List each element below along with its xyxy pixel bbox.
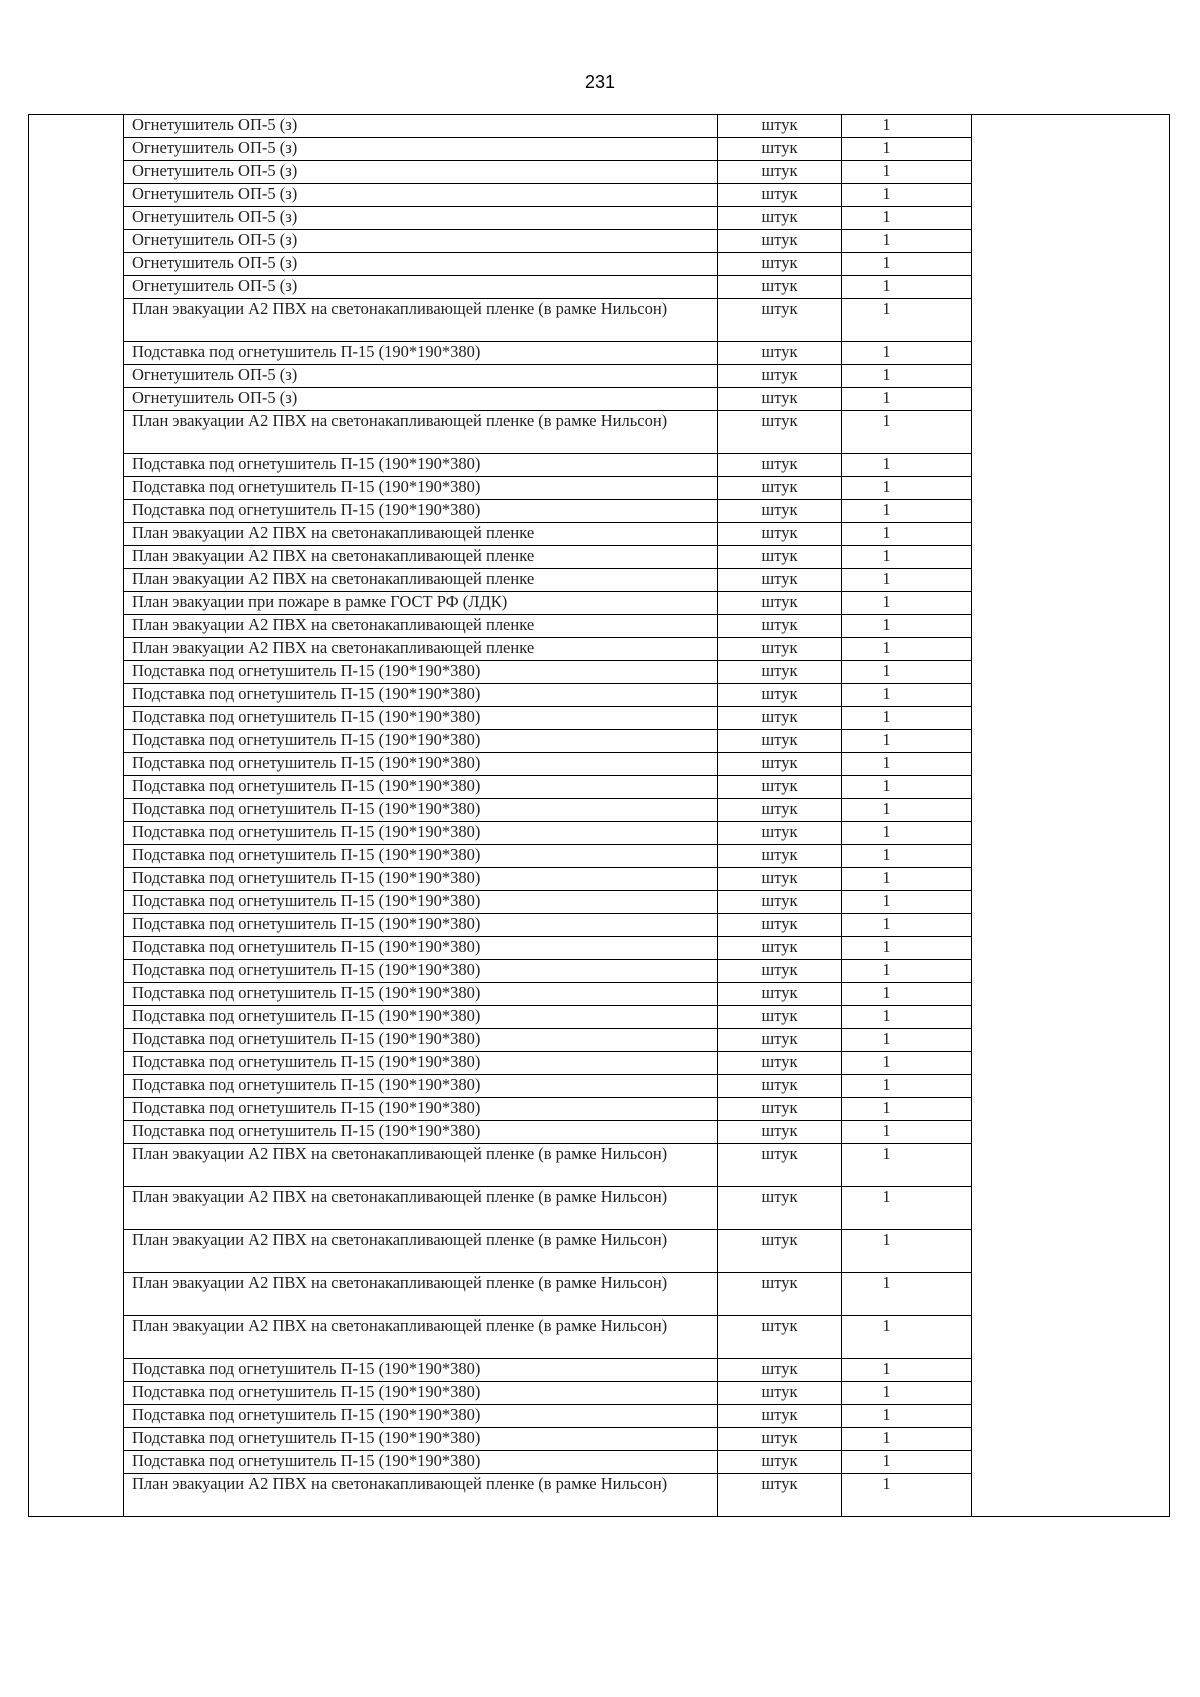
unit-cell: штук [718,1006,842,1029]
quantity-cell: 1 [842,1144,972,1187]
unit-cell: штук [718,776,842,799]
item-name-cell: Подставка под огнетушитель П-15 (190*190*380) [124,684,718,707]
item-name-cell: Подставка под огнетушитель П-15 (190*190*380) [124,1006,718,1029]
item-name-cell: Подставка под огнетушитель П-15 (190*190*380) [124,960,718,983]
quantity-cell: 1 [842,161,972,184]
quantity-cell: 1 [842,365,972,388]
unit-cell: штук [718,342,842,365]
unit-cell: штук [718,365,842,388]
item-name-cell: Подставка под огнетушитель П-15 (190*190*380) [124,1382,718,1405]
row-number-cell [29,276,124,299]
quantity-cell: 1 [842,230,972,253]
row-number-cell [29,230,124,253]
quantity-cell: 1 [842,411,972,454]
item-name-cell: План эвакуации А2 ПВХ на светонакапливающей пленке (в рамке Нильсон) [124,1474,718,1517]
quantity-cell: 1 [842,776,972,799]
unit-cell: штук [718,546,842,569]
item-name-cell: Огнетушитель ОП-5 (з) [124,388,718,411]
row-number-cell [29,960,124,983]
row-number-cell [29,684,124,707]
item-name-cell: Подставка под огнетушитель П-15 (190*190*380) [124,1359,718,1382]
quantity-cell: 1 [842,523,972,546]
row-number-cell [29,569,124,592]
quantity-cell: 1 [842,822,972,845]
inventory-table-body [29,115,1170,1517]
quantity-cell: 1 [842,138,972,161]
item-name-cell: Огнетушитель ОП-5 (з) [124,207,718,230]
item-name-cell: Подставка под огнетушитель П-15 (190*190*380) [124,1075,718,1098]
unit-cell: штук [718,1474,842,1517]
row-number-cell [29,365,124,388]
row-number-cell [29,753,124,776]
row-number-cell [29,592,124,615]
quantity-cell: 1 [842,546,972,569]
unit-cell: штук [718,569,842,592]
quantity-cell: 1 [842,1405,972,1428]
unit-cell: штук [718,299,842,342]
item-name-cell: Подставка под огнетушитель П-15 (190*190*380) [124,500,718,523]
page-number: 231 [584,72,616,92]
quantity-cell: 1 [842,1428,972,1451]
unit-cell: штук [718,707,842,730]
table-row [29,115,1170,138]
row-number-cell [29,207,124,230]
unit-cell: штук [718,1230,842,1273]
row-number-cell [29,1428,124,1451]
item-name-cell: Огнетушитель ОП-5 (з) [124,138,718,161]
quantity-cell: 1 [842,661,972,684]
quantity-cell: 1 [842,1052,972,1075]
unit-cell: штук [718,1029,842,1052]
unit-cell: штук [718,523,842,546]
quantity-cell: 1 [842,1029,972,1052]
row-number-cell [29,1098,124,1121]
item-name-cell: Подставка под огнетушитель П-15 (190*190*380) [124,1405,718,1428]
item-name-cell: Подставка под огнетушитель П-15 (190*190*380) [124,776,718,799]
unit-cell: штук [718,822,842,845]
row-number-cell [29,1451,124,1474]
item-name-cell: Подставка под огнетушитель П-15 (190*190*380) [124,914,718,937]
row-number-cell [29,523,124,546]
quantity-cell: 1 [842,937,972,960]
unit-cell: штук [718,454,842,477]
quantity-cell: 1 [842,684,972,707]
quantity-cell: 1 [842,799,972,822]
row-number-cell [29,299,124,342]
row-number-cell [29,707,124,730]
quantity-cell: 1 [842,477,972,500]
item-name-cell: Подставка под огнетушитель П-15 (190*190*380) [124,454,718,477]
quantity-cell: 1 [842,983,972,1006]
item-name-cell: Подставка под огнетушитель П-15 (190*190*380) [124,845,718,868]
quantity-cell: 1 [842,891,972,914]
quantity-cell: 1 [842,753,972,776]
unit-cell: штук [718,184,842,207]
row-number-cell [29,1144,124,1187]
item-name-cell: План эвакуации А2 ПВХ на светонакапливающей пленке (в рамке Нильсон) [124,1273,718,1316]
row-number-cell [29,1187,124,1230]
quantity-cell: 1 [842,500,972,523]
notes-cell [972,115,1170,1517]
unit-cell: штук [718,592,842,615]
row-number-cell [29,1405,124,1428]
item-name-cell: Подставка под огнетушитель П-15 (190*190*380) [124,1451,718,1474]
item-name-cell: Подставка под огнетушитель П-15 (190*190*380) [124,868,718,891]
unit-cell: штук [718,937,842,960]
item-name-cell: План эвакуации при пожаре в рамке ГОСТ РФ (ЛДК) [124,592,718,615]
row-number-cell [29,411,124,454]
unit-cell: штук [718,891,842,914]
item-name-cell: Подставка под огнетушитель П-15 (190*190*380) [124,822,718,845]
unit-cell: штук [718,411,842,454]
quantity-cell: 1 [842,592,972,615]
unit-cell: штук [718,253,842,276]
quantity-cell: 1 [842,1451,972,1474]
row-number-cell [29,184,124,207]
unit-cell: штук [718,1382,842,1405]
unit-cell: штук [718,1359,842,1382]
quantity-cell: 1 [842,388,972,411]
item-name-cell: Подставка под огнетушитель П-15 (190*190*380) [124,1098,718,1121]
unit-cell: штук [718,1451,842,1474]
item-name-cell: Подставка под огнетушитель П-15 (190*190*380) [124,891,718,914]
quantity-cell: 1 [842,454,972,477]
row-number-cell [29,454,124,477]
unit-cell: штук [718,684,842,707]
unit-cell: штук [718,661,842,684]
row-number-cell [29,1474,124,1517]
unit-cell: штук [718,753,842,776]
unit-cell: штук [718,845,842,868]
row-number-cell [29,730,124,753]
row-number-cell [29,661,124,684]
unit-cell: штук [718,1405,842,1428]
item-name-cell: План эвакуации А2 ПВХ на светонакапливающей пленке (в рамке Нильсон) [124,1230,718,1273]
unit-cell: штук [718,477,842,500]
row-number-cell [29,161,124,184]
row-number-cell [29,822,124,845]
quantity-cell: 1 [842,299,972,342]
item-name-cell: План эвакуации А2 ПВХ на светонакапливающей пленке [124,569,718,592]
quantity-cell: 1 [842,1187,972,1230]
item-name-cell: Подставка под огнетушитель П-15 (190*190*380) [124,1052,718,1075]
quantity-cell: 1 [842,707,972,730]
unit-cell: штук [718,1098,842,1121]
item-name-cell: Подставка под огнетушитель П-15 (190*190*380) [124,799,718,822]
row-number-cell [29,1273,124,1316]
quantity-cell: 1 [842,1098,972,1121]
unit-cell: штук [718,1187,842,1230]
item-name-cell: Подставка под огнетушитель П-15 (190*190*380) [124,983,718,1006]
item-name-cell: План эвакуации А2 ПВХ на светонакапливающей пленке (в рамке Нильсон) [124,1187,718,1230]
row-number-cell [29,115,124,138]
item-name-cell: Огнетушитель ОП-5 (з) [124,161,718,184]
item-name-cell: Подставка под огнетушитель П-15 (190*190*380) [124,707,718,730]
item-name-cell: Огнетушитель ОП-5 (з) [124,184,718,207]
row-number-cell [29,914,124,937]
row-number-cell [29,937,124,960]
row-number-cell [29,1121,124,1144]
inventory-table [28,114,1170,1517]
unit-cell: штук [718,730,842,753]
unit-cell: штук [718,276,842,299]
quantity-cell: 1 [842,253,972,276]
quantity-cell: 1 [842,1474,972,1517]
row-number-cell [29,1075,124,1098]
item-name-cell: План эвакуации А2 ПВХ на светонакапливающей пленке [124,546,718,569]
row-number-cell [29,138,124,161]
row-number-cell [29,1382,124,1405]
quantity-cell: 1 [842,615,972,638]
quantity-cell: 1 [842,569,972,592]
unit-cell: штук [718,983,842,1006]
unit-cell: штук [718,1052,842,1075]
unit-cell: штук [718,230,842,253]
row-number-cell [29,388,124,411]
unit-cell: штук [718,138,842,161]
item-name-cell: Огнетушитель ОП-5 (з) [124,230,718,253]
item-name-cell: План эвакуации А2 ПВХ на светонакапливающей пленке [124,638,718,661]
item-name-cell: План эвакуации А2 ПВХ на светонакапливающей пленке [124,523,718,546]
unit-cell: штук [718,638,842,661]
quantity-cell: 1 [842,1230,972,1273]
quantity-cell: 1 [842,1382,972,1405]
quantity-cell: 1 [842,276,972,299]
item-name-cell: План эвакуации А2 ПВХ на светонакапливающей пленке [124,615,718,638]
unit-cell: штук [718,615,842,638]
row-number-cell [29,1029,124,1052]
unit-cell: штук [718,1428,842,1451]
row-number-cell [29,776,124,799]
unit-cell: штук [718,1075,842,1098]
unit-cell: штук [718,799,842,822]
row-number-cell [29,799,124,822]
unit-cell: штук [718,388,842,411]
item-name-cell: Огнетушитель ОП-5 (з) [124,365,718,388]
item-name-cell: Огнетушитель ОП-5 (з) [124,253,718,276]
unit-cell: штук [718,1121,842,1144]
row-number-cell [29,891,124,914]
unit-cell: штук [718,207,842,230]
row-number-cell [29,845,124,868]
row-number-cell [29,342,124,365]
item-name-cell: Подставка под огнетушитель П-15 (190*190*380) [124,1121,718,1144]
unit-cell: штук [718,868,842,891]
unit-cell: штук [718,1273,842,1316]
item-name-cell: Подставка под огнетушитель П-15 (190*190*380) [124,1029,718,1052]
row-number-cell [29,1006,124,1029]
row-number-cell [29,1359,124,1382]
item-name-cell: План эвакуации А2 ПВХ на светонакапливающей пленке (в рамке Нильсон) [124,1316,718,1359]
unit-cell: штук [718,115,842,138]
quantity-cell: 1 [842,845,972,868]
row-number-cell [29,638,124,661]
quantity-cell: 1 [842,1075,972,1098]
unit-cell: штук [718,1316,842,1359]
quantity-cell: 1 [842,1006,972,1029]
row-number-cell [29,546,124,569]
item-name-cell: План эвакуации А2 ПВХ на светонакапливающей пленке (в рамке Нильсон) [124,299,718,342]
row-number-cell [29,1316,124,1359]
quantity-cell: 1 [842,960,972,983]
quantity-cell: 1 [842,1273,972,1316]
item-name-cell: Подставка под огнетушитель П-15 (190*190*380) [124,730,718,753]
unit-cell: штук [718,500,842,523]
quantity-cell: 1 [842,184,972,207]
item-name-cell: Подставка под огнетушитель П-15 (190*190*380) [124,937,718,960]
quantity-cell: 1 [842,1316,972,1359]
item-name-cell: План эвакуации А2 ПВХ на светонакапливающей пленке (в рамке Нильсон) [124,411,718,454]
quantity-cell: 1 [842,1359,972,1382]
quantity-cell: 1 [842,638,972,661]
quantity-cell: 1 [842,868,972,891]
quantity-cell: 1 [842,207,972,230]
row-number-cell [29,500,124,523]
row-number-cell [29,868,124,891]
item-name-cell: Огнетушитель ОП-5 (з) [124,276,718,299]
item-name-cell: Огнетушитель ОП-5 (з) [124,115,718,138]
quantity-cell: 1 [842,342,972,365]
unit-cell: штук [718,161,842,184]
row-number-cell [29,983,124,1006]
unit-cell: штук [718,1144,842,1187]
quantity-cell: 1 [842,115,972,138]
item-name-cell: Подставка под огнетушитель П-15 (190*190*380) [124,1428,718,1451]
item-name-cell: План эвакуации А2 ПВХ на светонакапливающей пленке (в рамке Нильсон) [124,1144,718,1187]
unit-cell: штук [718,960,842,983]
item-name-cell: Подставка под огнетушитель П-15 (190*190*380) [124,661,718,684]
quantity-cell: 1 [842,914,972,937]
item-name-cell: Подставка под огнетушитель П-15 (190*190*380) [124,753,718,776]
item-name-cell: Подставка под огнетушитель П-15 (190*190*380) [124,342,718,365]
row-number-cell [29,615,124,638]
row-number-cell [29,1230,124,1273]
unit-cell: штук [718,914,842,937]
item-name-cell: Подставка под огнетушитель П-15 (190*190*380) [124,477,718,500]
row-number-cell [29,253,124,276]
row-number-cell [29,1052,124,1075]
row-number-cell [29,477,124,500]
quantity-cell: 1 [842,1121,972,1144]
quantity-cell: 1 [842,730,972,753]
